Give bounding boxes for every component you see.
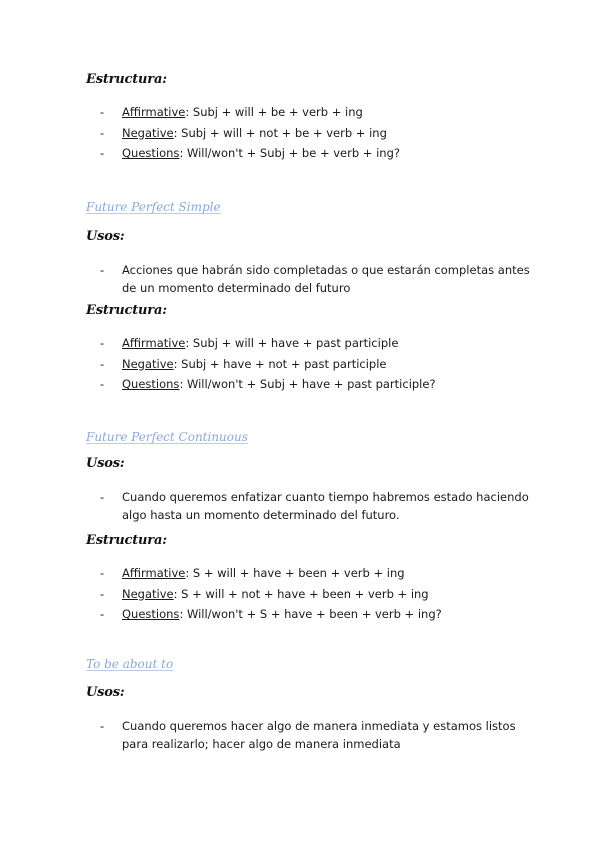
structure-list-3 [100, 564, 540, 626]
list-item: - Affirmative: Subj + will + have + past participle [100, 336, 399, 350]
dash-bullet: - [100, 356, 105, 371]
usos-list-3 [100, 488, 540, 527]
questions-key: Questions [122, 377, 180, 391]
list-item: - Questions: Will/won't + Subj + be + verb + ing? [100, 146, 400, 160]
estructura-label-2: Estructura: [86, 303, 167, 318]
dash-bullet: - [100, 566, 105, 580]
estructura-label-1: Estructura: [86, 72, 167, 87]
negative-key: Negative [122, 586, 174, 601]
dash-bullet: - [100, 377, 105, 391]
dash-bullet: - [100, 490, 105, 504]
list-item: - Questions: Will/won't + Subj + have + past participle? [100, 377, 436, 391]
usos-list-2 [100, 261, 540, 300]
list-item: - Negative: Subj + will + not + be + verb + ing [100, 125, 387, 140]
dash-bullet: - [100, 146, 105, 160]
list-item: - Affirmative: S + will + have + been + verb + ing [100, 566, 405, 580]
dash-bullet: - [100, 719, 105, 733]
dash-bullet: - [100, 105, 105, 119]
estructura-label-3: Estructura: [86, 533, 167, 548]
list-item: - Negative: Subj + have + not + past participle [100, 356, 387, 371]
structure-list-1 [100, 103, 540, 165]
usos-label-3: Usos: [86, 456, 125, 471]
dash-bullet: - [100, 336, 105, 350]
questions-key: Questions [122, 607, 180, 621]
section-title-future-perfect-simple: Future Perfect Simple [86, 200, 221, 214]
dash-bullet: - [100, 125, 105, 140]
list-item: - Cuando queremos enfatizar cuanto tiempo habremos estado haciendo algo hasta un momento determinado del futuro. [100, 490, 529, 522]
usos-list-4 [100, 717, 540, 756]
affirmative-key: Affirmative [122, 105, 186, 119]
section-title-future-perfect-continuous: Future Perfect Continuous [86, 430, 248, 444]
list-item: - Negative: S + will + not + have + been + verb + ing [100, 586, 429, 601]
negative-key: Negative [122, 356, 174, 371]
affirmative-key: Affirmative [122, 566, 186, 580]
list-item: - Acciones que habrán sido completadas o que estarán completas antes de un momento determinado del futuro [100, 263, 530, 295]
usos-label-2: Usos: [86, 229, 125, 244]
structure-list-2 [100, 334, 540, 396]
list-item: - Cuando queremos hacer algo de manera inmediata y estamos listos para realizarlo; hacer algo de manera inmediata [100, 719, 516, 751]
negative-key: Negative [122, 125, 174, 140]
list-item: - Questions: Will/won't + S + have + been + verb + ing? [100, 607, 442, 621]
questions-key: Questions [122, 146, 180, 160]
dash-bullet: - [100, 263, 105, 277]
affirmative-key: Affirmative [122, 336, 186, 350]
dash-bullet: - [100, 607, 105, 621]
usos-label-4: Usos: [86, 685, 125, 700]
list-item: - Affirmative: Subj + will + be + verb + ing [100, 105, 363, 119]
section-title-to-be-about-to: To be about to [86, 657, 174, 671]
dash-bullet: - [100, 586, 105, 601]
